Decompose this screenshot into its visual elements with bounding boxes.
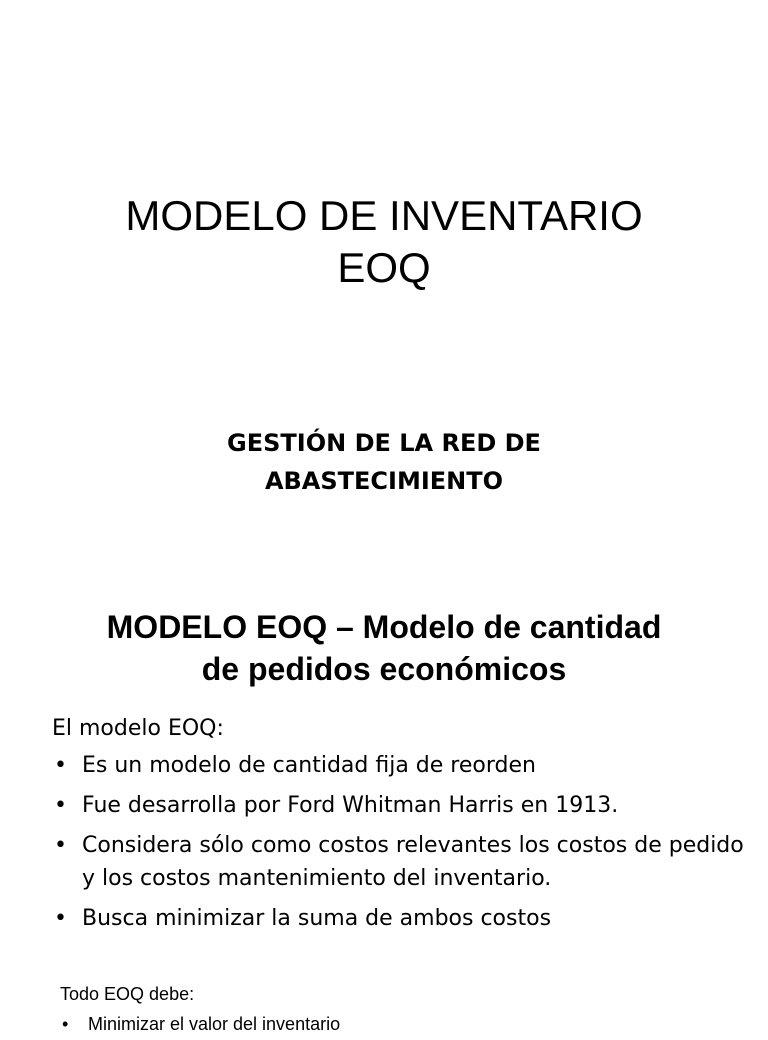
- bullet-list: [52, 749, 752, 935]
- slide-subtitle-line-2: ABASTECIMIENTO: [264, 467, 504, 495]
- slide-subtitle: [0, 424, 768, 500]
- intro-text: El modelo EOQ:: [52, 716, 224, 741]
- footer-bullet-text: Minimizar el valor del inventario: [88, 1014, 341, 1034]
- bullet-text: Es un modelo de cantidad fija de reorden: [82, 753, 536, 778]
- slide-title-line-2: EOQ: [337, 244, 431, 291]
- slide-title-line-1: MODELO DE INVENTARIO: [125, 192, 643, 239]
- bullet-text: Busca minimizar la suma de ambos costos: [82, 906, 552, 931]
- bullet-icon: •: [54, 906, 67, 931]
- bullet-icon: •: [62, 1014, 69, 1034]
- bullet-text: Considera sólo como costos relevantes los costos de pedido y los costos mantenimiento del inventario.: [82, 833, 744, 891]
- bullet-item: [52, 749, 752, 782]
- footer-bullet-list: [60, 1008, 340, 1040]
- slide-subtitle-line-1: GESTIÓN DE LA RED DE: [227, 429, 541, 457]
- body-content: [52, 712, 752, 942]
- footer-content: [60, 980, 340, 1040]
- bullet-item: [52, 902, 752, 935]
- section-heading-line-2: de pedidos económicos: [201, 651, 567, 687]
- bullet-icon: •: [54, 753, 67, 778]
- bullet-item: [52, 789, 752, 822]
- slide-title: [0, 190, 768, 294]
- bullet-item: [52, 829, 752, 895]
- section-heading-line-1: MODELO EOQ – Modelo de cantidad: [106, 609, 662, 645]
- bullet-icon: •: [54, 793, 67, 818]
- bullet-text: Fue desarrolla por Ford Whitman Harris en 1913.: [82, 793, 619, 818]
- footer-bullet-item: [60, 1008, 340, 1040]
- bullet-icon: •: [54, 833, 67, 858]
- footer-intro-text: Todo EOQ debe:: [60, 984, 195, 1004]
- section-heading: [0, 606, 768, 690]
